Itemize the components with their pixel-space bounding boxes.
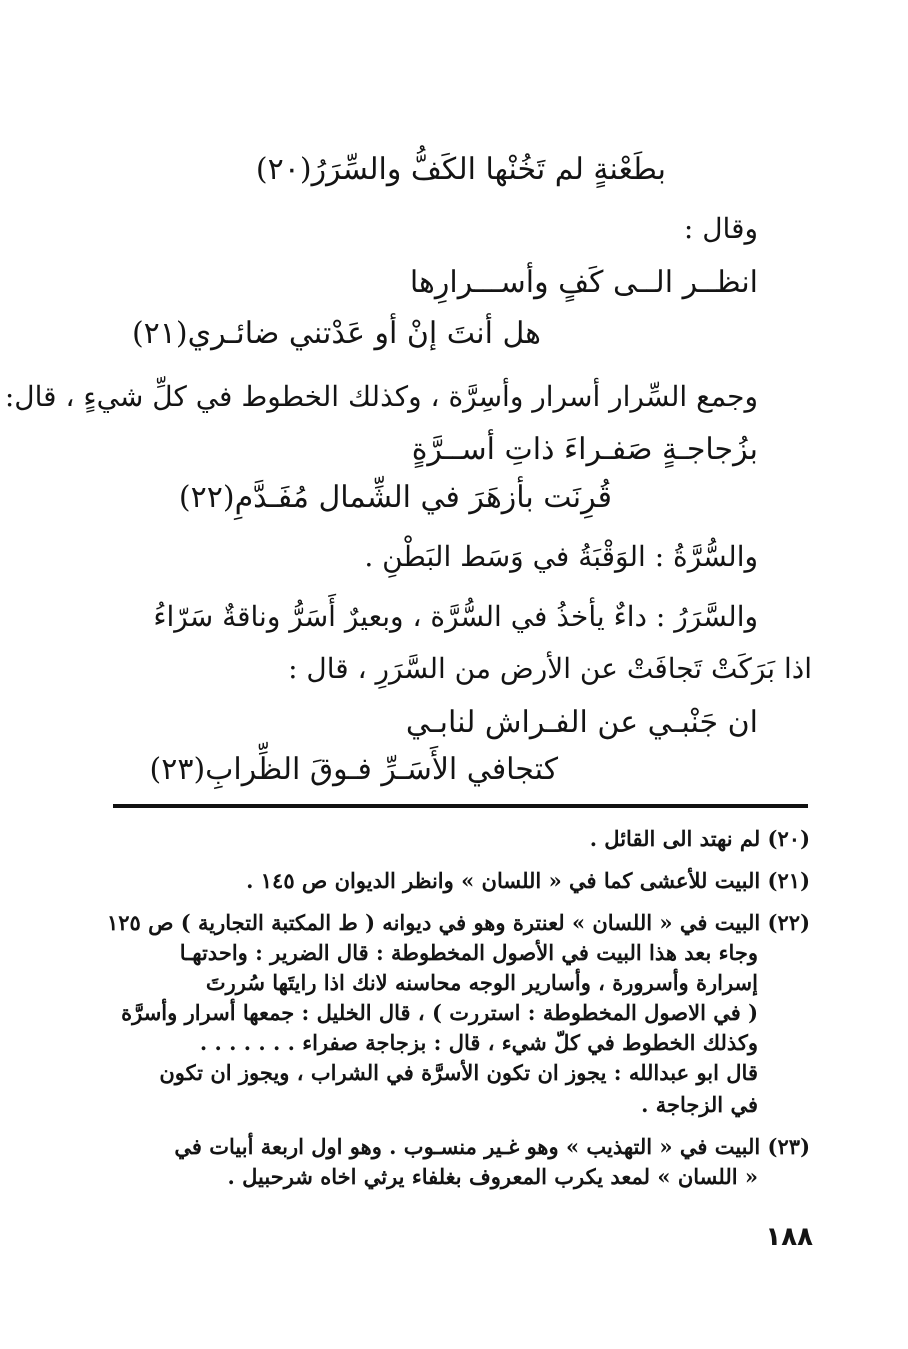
footnote-22-continuation: في الزجاجة . [641, 1092, 758, 1117]
footnote-22-continuation: قال ابو عبدالله : يجوز ان تكون الأسرَّة في الشراب ، ويجوز ان تكون [159, 1060, 758, 1085]
footnote-22-continuation: ( في الاصول المخطوطة : استررت ) ، قال الخليل : جمعها أسرار وأسرَّة [121, 1000, 758, 1025]
footnote-20: (٢٠) لم نهتد الى القائل . [589, 826, 810, 851]
footnote-23: (٢٣) البيت في « التهذيب » وهو غـير منسـوب . وهو اول اربعة أبيات في [174, 1134, 810, 1159]
verse-line: هل أنتَ إنْ أو عَدْتني ضائـري(٢١) [131, 316, 541, 351]
quote-intro: وقال : [683, 212, 758, 245]
verse-line: ان جَنْبـي عن الفـراش لنابـي [405, 705, 758, 740]
paragraph-line: والسَّرَرُ : داءٌ يأخذُ في السُّرَّة ، وبعيرٌ أَسَرُّ وناقةٌ سَرّاءُ [153, 600, 758, 633]
verse-line: بزُجاجـةٍ صَفـراءَ ذاتِ أســرَّةٍ [411, 432, 758, 467]
verse-line: انظــر الــى كَفٍ وأســـرارِها [409, 265, 758, 300]
verse-line: بطَعْنةٍ لم تَخُنْها الكَفُّ والسِّرَرُ(٢٠) [255, 152, 666, 187]
footnote-22-continuation: وكذلك الخطوط في كلّ شيء ، قال : بزجاجة صفراء . . . . . . . [199, 1030, 758, 1055]
footnote-21: (٢١) البيت للأعشى كما في « اللسان » وانظر الديوان ص ١٤٥ . [246, 868, 810, 893]
footnote-22-continuation: وجاء بعد هذا البيت في الأصول المخطوطة : قال الضرير : واحدتهـا [179, 940, 758, 965]
verse-line: قُرِنَت بأزهَرَ في الشِّمال مُفَـدَّمِ(٢٢) [178, 480, 612, 515]
paragraph-line: اذا بَرَكَتْ تَجافَتْ عن الأرض من السَّرَرِ ، قال : [288, 652, 812, 685]
footnote-divider [113, 804, 808, 808]
footnote-23-continuation: « اللسان » لمعد يكرب المعروف بغلفاء يرثي اخاه شرحبيل . [227, 1164, 758, 1189]
footnote-22-continuation: إسرارة وأسرورة ، وأسارير الوجه محاسنه لانك اذا رايتَها سُررتَ [205, 970, 758, 995]
page-number: ١٨٨ [765, 1222, 813, 1252]
paragraph-line: وجمع السِّرار أسرار وأسِرَّة ، وكذلك الخطوط في كلِّ شيءٍ ، قال: [4, 380, 758, 413]
verse-line: كتجافي الأَسَـرِّ فـوقَ الظِّرابِ(٢٣) [149, 752, 558, 787]
definition-line: والسُّرَّةُ : الوَقْبَةُ في وَسَط البَطْنِ . [364, 540, 758, 573]
footnote-22: (٢٢) البيت في « اللسان » لعنترة وهو في ديوانه ( ط المكتبة التجارية ) ص ١٢٥ [106, 910, 810, 935]
